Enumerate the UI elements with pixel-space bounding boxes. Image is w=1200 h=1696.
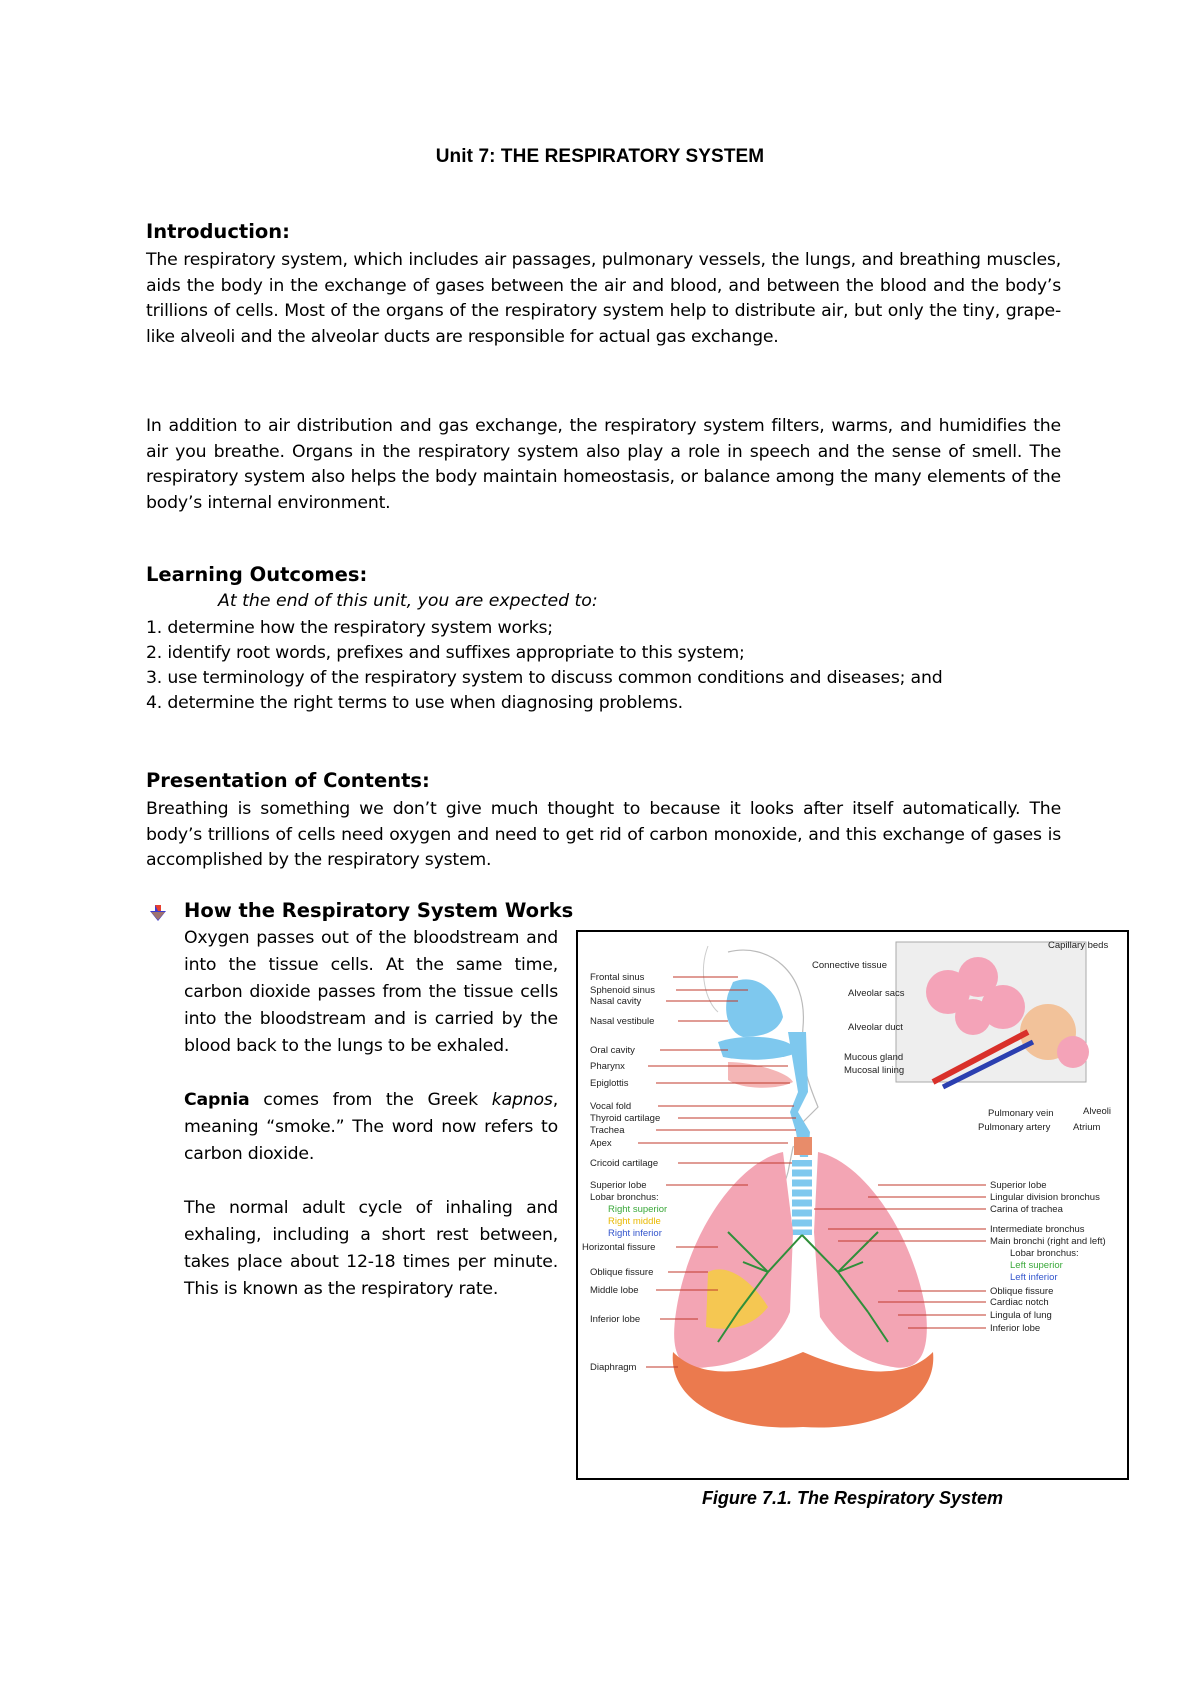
label-thyroid-cartilage: Thyroid cartilage — [590, 1113, 661, 1124]
introduction-paragraph-1 — [146, 248, 1061, 350]
label-superior-lobe: Superior lobe — [590, 1180, 647, 1191]
label-horizontal-fissure: Horizontal fissure — [582, 1242, 656, 1253]
label-inferior-lobe: Inferior lobe — [590, 1314, 641, 1325]
label-alveolar-sacs: Alveolar sacs — [848, 988, 905, 999]
label-middle-lobe: Middle lobe — [590, 1285, 639, 1296]
respiratory-diagram — [578, 932, 1127, 1478]
page-title: Unit 7: THE RESPIRATORY SYSTEM — [435, 146, 765, 167]
presentation-paragraph: Breathing is something we don’t give much thought to because it looks after itself automatically. The body’s trillions of cells need oxygen and need to get rid of carbon monoxide, and this exchange of gases is accomplished by the respiratory system. — [146, 799, 1061, 870]
label-vocal-fold: Vocal fold — [590, 1101, 632, 1112]
label-pharynx: Pharynx — [590, 1061, 625, 1072]
figure-caption: Figure 7.1. The Respiratory System — [701, 1488, 1004, 1508]
capnia-paragraph — [184, 1087, 558, 1168]
label-mucous-gland: Mucous gland — [844, 1052, 904, 1063]
intro-text-1: The respiratory system, which includes air passages, pulmonary vessels, the lungs, and breathing muscles, aids the body in the exchange of gases between the air and blood, and between the blood and the body’s trillions of cells. Most of the organs of the respiratory system help to distribute air, but only the tiny, grape-like alveoli and the alveolar ducts are responsible for actual gas exchange. — [146, 250, 1061, 347]
capnia-text: comes from the Greek — [249, 1090, 492, 1110]
list-item: 3. use terminology of the respiratory system to discuss common conditions and diseases; and — [146, 668, 943, 688]
label-sphenoid-sinus: Sphenoid sinus — [590, 985, 655, 996]
how-it-works-text — [184, 925, 558, 1330]
label-oral-cavity: Oral cavity — [590, 1045, 635, 1056]
label-left-inferior: Left inferior — [1010, 1272, 1058, 1283]
label-left-superior: Left superior — [1010, 1260, 1063, 1271]
label-mucosal-lining: Mucosal lining — [844, 1065, 905, 1076]
respiratory-system-figure — [576, 930, 1129, 1480]
label-intermediate-bronchus: Intermediate bronchus — [990, 1224, 1085, 1235]
label-diaphragm: Diaphragm — [590, 1362, 637, 1373]
list-item: 2. identify root words, prefixes and suffixes appropriate to this system; — [146, 643, 745, 663]
list-item: 1. determine how the respiratory system works; — [146, 618, 553, 638]
label-superior-lobe-left: Superior lobe — [990, 1180, 1047, 1191]
introduction-heading: Introduction: — [146, 220, 290, 243]
label-lingula-of-lung: Lingula of lung — [990, 1310, 1052, 1321]
label-oblique-fissure-left: Oblique fissure — [990, 1286, 1054, 1297]
label-right-inferior: Right inferior — [608, 1228, 662, 1239]
learning-outcomes-list — [146, 616, 942, 716]
label-pulmonary-vein: Pulmonary vein — [988, 1108, 1054, 1119]
kapnos-term: kapnos — [491, 1090, 553, 1110]
presentation-heading: Presentation of Contents: — [146, 769, 430, 792]
label-oblique-fissure: Oblique fissure — [590, 1267, 654, 1278]
label-right-superior: Right superior — [608, 1204, 668, 1215]
labels-left — [582, 972, 667, 1373]
capnia-term: Capnia — [184, 1090, 250, 1110]
label-frontal-sinus: Frontal sinus — [590, 972, 645, 983]
list-item: 4. determine the right terms to use when diagnosing problems. — [146, 693, 683, 713]
trachea-rings — [792, 1160, 812, 1235]
label-pulmonary-artery: Pulmonary artery — [978, 1122, 1051, 1133]
label-connective-tissue: Connective tissue — [812, 960, 887, 971]
label-nasal-cavity: Nasal cavity — [590, 996, 642, 1007]
label-inferior-lobe-left: Inferior lobe — [990, 1323, 1041, 1334]
label-atrium: Atrium — [1073, 1122, 1101, 1133]
how-it-works-paragraph-1: Oxygen passes out of the bloodstream and into the tissue cells. At the same time, carbon dioxide passes from the tissue cells into the bloodstream and is carried by the blood back to the lungs to be exhaled. — [184, 928, 558, 1056]
label-trachea: Trachea — [590, 1125, 625, 1136]
label-epiglottis: Epiglottis — [590, 1078, 629, 1089]
label-right-middle: Right middle — [608, 1216, 661, 1227]
respiratory-rate-paragraph: The normal adult cycle of inhaling and exhaling, including a short rest between, takes place about 12-18 times per minute. This is known as the respiratory rate. — [184, 1198, 558, 1299]
label-alveoli: Alveoli — [1083, 1106, 1111, 1117]
label-carina-of-trachea: Carina of trachea — [990, 1204, 1063, 1215]
learning-outcomes-heading: Learning Outcomes: — [146, 563, 368, 586]
label-lobar-bronchus-left: Lobar bronchus: — [1010, 1248, 1079, 1259]
label-cardiac-notch: Cardiac notch — [990, 1297, 1049, 1308]
capnia-text-end: , meaning “smoke.” The word now refers to carbon dioxide. — [184, 1090, 558, 1164]
label-main-bronchi: Main bronchi (right and left) — [990, 1236, 1106, 1247]
introduction-paragraph-2 — [146, 414, 1061, 516]
intro-text-2: In addition to air distribution and gas exchange, the respiratory system filters, warms, and humidifies the air you breathe. Organs in the respiratory system also play a role in speech and the sense of smell. The respiratory system also helps the body maintain homeostasis, or balance among the many elements of the body’s internal environment. — [146, 416, 1061, 513]
learning-outcomes-intro: At the end of this unit, you are expected to: — [218, 591, 598, 611]
labels-right — [990, 1180, 1106, 1334]
how-it-works-heading: How the Respiratory System Works — [184, 899, 574, 922]
label-lingular-division-bronchus: Lingular division bronchus — [990, 1192, 1100, 1203]
label-nasal-vestibule: Nasal vestibule — [590, 1016, 655, 1027]
label-cricoid-cartilage: Cricoid cartilage — [590, 1158, 659, 1169]
label-apex: Apex — [590, 1138, 612, 1149]
label-alveolar-duct: Alveolar duct — [848, 1022, 903, 1033]
arrow-bullet-icon — [148, 903, 168, 923]
label-capillary-beds: Capillary beds — [1048, 940, 1109, 951]
label-lobar-bronchus: Lobar bronchus: — [590, 1192, 659, 1203]
